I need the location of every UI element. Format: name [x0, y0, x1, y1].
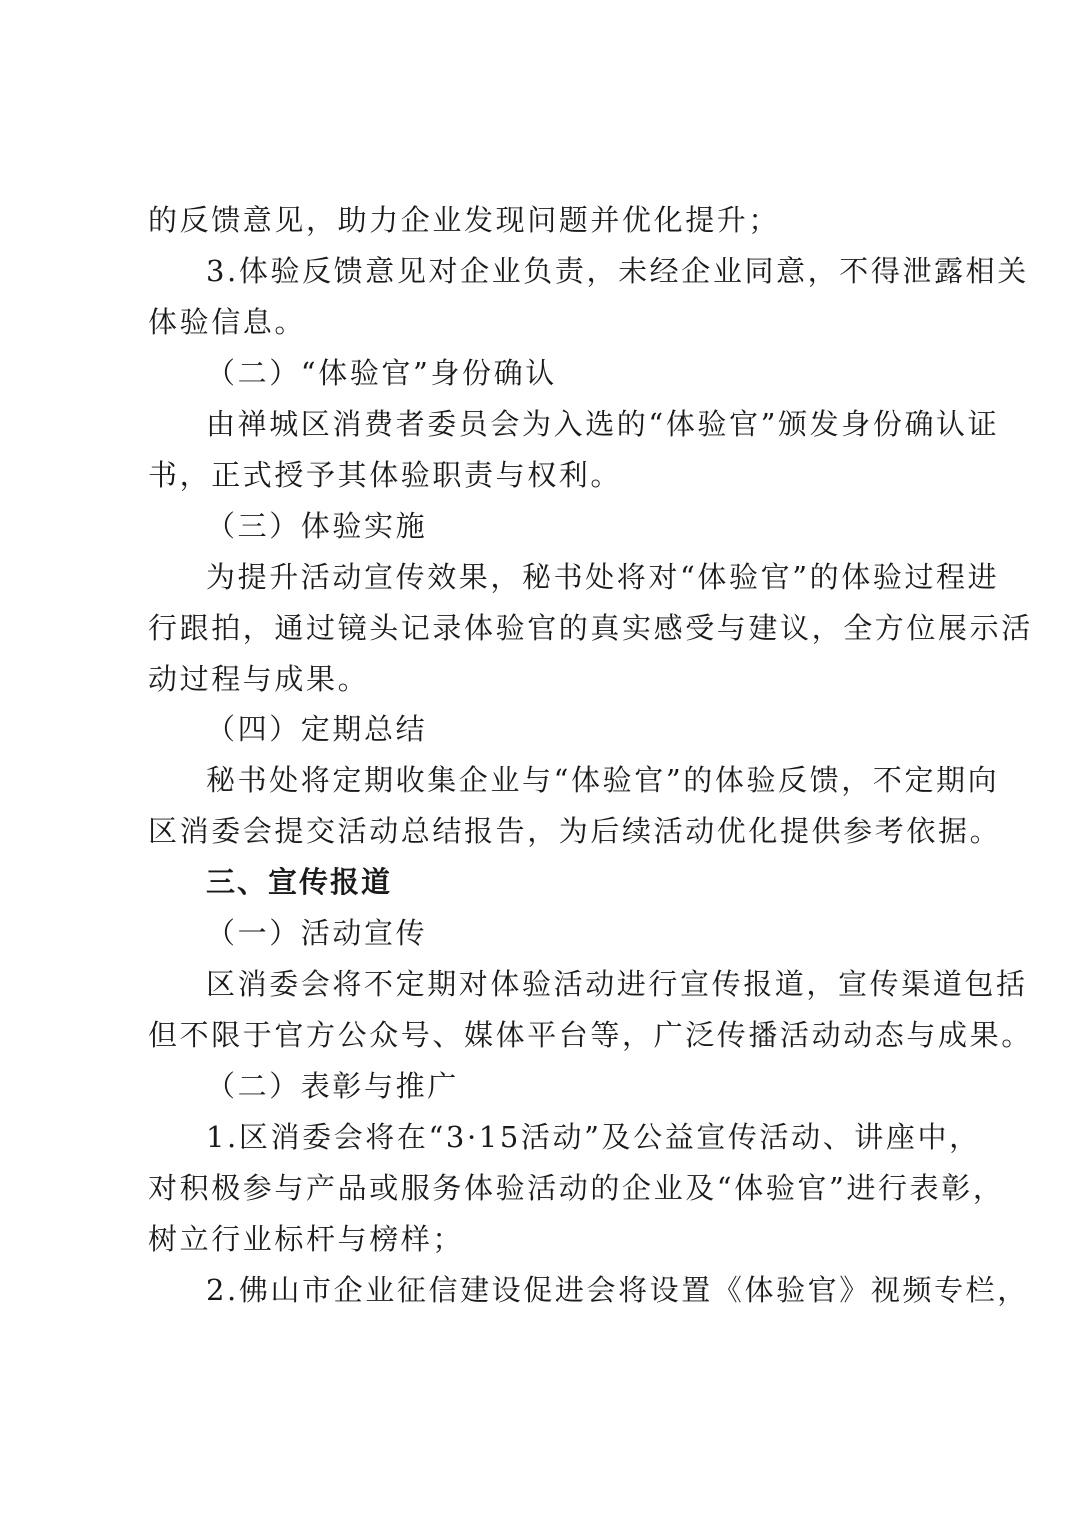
subsection-heading: （一）活动宣传: [206, 916, 428, 950]
paragraph-line: 秘书处将定期收集企业与“体验官”的体验反馈，不定期向: [206, 763, 1000, 797]
paragraph-line: 但不限于官方公众号、媒体平台等，广泛传播活动动态与成果。: [148, 1018, 1033, 1052]
paragraph-line: 对积极参与产品或服务体验活动的企业及“体验官”进行表彰，: [148, 1171, 1005, 1205]
paragraph-line: 行跟拍，通过镜头记录体验官的真实感受与建议，全方位展示活: [148, 611, 1033, 645]
paragraph-line: 树立行业标杆与榜样；: [148, 1222, 465, 1256]
subsection-heading: （二）表彰与推广: [206, 1069, 459, 1103]
paragraph-line: 体验信息。: [148, 305, 307, 339]
subsection-heading: （二）“体验官”身份确认: [206, 356, 557, 390]
paragraph-line: 书，正式授予其体验职责与权利。: [148, 458, 623, 492]
paragraph-line: 2.佛山市企业征信建设促进会将设置《体验官》视频专栏，: [206, 1273, 1029, 1307]
section-heading: 三、宣传报道: [206, 865, 393, 899]
paragraph-line: 1.区消委会将在“3·15活动”及公益宣传活动、讲座中，: [206, 1120, 981, 1154]
paragraph-line: 由禅城区消费者委员会为入选的“体验官”颁发身份确认证: [206, 407, 1000, 441]
paragraph-line: 区消委会提交活动总结报告，为后续活动优化提供参考依据。: [148, 814, 1002, 848]
subsection-heading: （三）体验实施: [206, 509, 428, 543]
paragraph-line: 为提升活动宣传效果，秘书处将对“体验官”的体验过程进: [206, 560, 1000, 594]
paragraph-line: 区消委会将不定期对体验活动进行宣传报道，宣传渠道包括: [206, 967, 1028, 1001]
paragraph-line: 的反馈意见，助力企业发现问题并优化提升；: [148, 203, 781, 237]
subsection-heading: （四）定期总结: [206, 712, 428, 746]
paragraph-line: 3.体验反馈意见对企业负责，未经企业同意，不得泄露相关: [206, 254, 1029, 288]
paragraph-line: 动过程与成果。: [148, 662, 370, 696]
